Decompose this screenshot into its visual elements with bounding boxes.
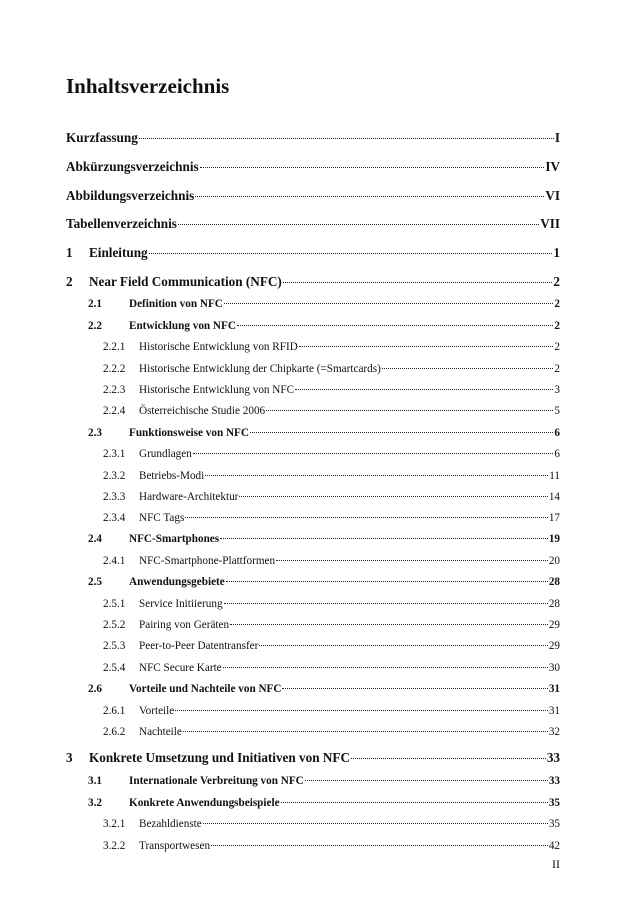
toc-entry[interactable] (103, 840, 560, 852)
toc-entry[interactable] (103, 491, 560, 503)
page-title: Inhaltsverzeichnis (66, 74, 230, 98)
toc-entry-label: Hardware-Architektur (139, 491, 239, 503)
toc-entry-page: 5 (554, 405, 560, 417)
toc-entry[interactable] (103, 818, 560, 830)
toc-entry-page: 33 (546, 750, 560, 765)
toc-entry-label: Bezahldienste (139, 818, 202, 830)
toc-entry-number: 2.5.1 (103, 598, 126, 610)
dot-leader (230, 624, 548, 625)
toc-entry-page: 2 (554, 298, 560, 310)
dot-leader (178, 224, 539, 225)
toc-entry-page: VI (545, 188, 560, 203)
dot-leader (299, 346, 554, 347)
page-number: II (552, 857, 560, 871)
toc-entry-page: I (554, 130, 560, 145)
dot-leader (223, 667, 548, 668)
dot-leader (195, 196, 544, 197)
toc-entry[interactable] (66, 216, 560, 232)
toc-entry-page: 32 (548, 726, 560, 738)
toc-entry[interactable] (103, 662, 560, 674)
toc-entry-label: Internationale Verbreitung von NFC (129, 775, 304, 787)
dot-leader (226, 581, 548, 582)
toc-entry-label: Entwicklung von NFC (129, 320, 236, 332)
dot-leader (139, 138, 554, 139)
toc-entry-label: Vorteile und Nachteile von NFC (129, 683, 282, 695)
toc-entry-label: Einleitung (89, 245, 148, 260)
toc-entry-number: 2.6 (88, 683, 102, 695)
toc-entry-label: Service Initiierung (139, 598, 223, 610)
dot-leader (282, 688, 547, 689)
toc-entry-label: Definition von NFC (129, 298, 223, 310)
toc-entry-number: 3 (66, 750, 73, 765)
toc-entry-page: 35 (548, 818, 560, 830)
toc-entry-page: VII (540, 216, 560, 231)
toc-entry-page: 20 (548, 555, 560, 567)
toc-entry[interactable] (103, 363, 560, 375)
toc-entry-number: 2.6.2 (103, 726, 126, 738)
toc-entry[interactable] (103, 640, 560, 652)
toc-entry-page: 17 (548, 512, 560, 524)
dot-leader (295, 389, 553, 390)
toc-entry-page: 42 (548, 840, 560, 852)
toc-entry-label: Anwendungsgebiete (129, 576, 225, 588)
toc-entry[interactable] (103, 555, 560, 567)
dot-leader (185, 517, 547, 518)
toc-entry-label: Historische Entwicklung von NFC (139, 384, 295, 396)
toc-entry-number: 2.3.2 (103, 470, 126, 482)
toc-entry-number: 3.1 (88, 775, 102, 787)
toc-entry-label: Transportwesen (139, 840, 211, 852)
dot-leader (205, 475, 548, 476)
toc-entry[interactable] (103, 341, 560, 353)
toc-entry-page: 28 (548, 598, 560, 610)
dot-leader (183, 731, 548, 732)
toc-entry-number: 2 (66, 274, 73, 289)
toc-entry-number: 2.2.3 (103, 384, 126, 396)
toc-entry-number: 2.1 (88, 298, 102, 310)
toc-entry-label: Historische Entwicklung der Chipkarte (=Smartcards) (139, 363, 381, 375)
toc-entry-number: 2.5.4 (103, 662, 126, 674)
toc-entry-page: 2 (554, 363, 560, 375)
toc-entry-number: 2.3.1 (103, 448, 126, 460)
toc-entry-page: 33 (548, 775, 560, 787)
dot-leader (382, 368, 554, 369)
toc-entry-number: 2.4 (88, 533, 102, 545)
dot-leader (224, 303, 554, 304)
toc-entry-label: Konkrete Anwendungsbeispiele (129, 797, 280, 809)
toc-entry[interactable] (103, 512, 560, 524)
dot-leader (239, 496, 547, 497)
toc-entry-number: 2.5 (88, 576, 102, 588)
toc-entry-label: Near Field Communication (NFC) (89, 274, 282, 289)
dot-leader (305, 780, 548, 781)
toc-entry-number: 2.4.1 (103, 555, 126, 567)
toc-entry-label: Tabellenverzeichnis (66, 216, 177, 231)
toc-entry-number: 2.3.4 (103, 512, 126, 524)
toc-entry[interactable] (103, 705, 560, 717)
toc-entry[interactable] (88, 427, 560, 439)
dot-leader (351, 758, 546, 759)
toc-entry-number: 1 (66, 245, 73, 260)
toc-entry-label: Historische Entwicklung von RFID (139, 341, 298, 353)
toc-entry-label: Abbildungsverzeichnis (66, 188, 195, 203)
toc-entry-label: Betriebs-Modi (139, 470, 205, 482)
toc-entry[interactable] (88, 298, 560, 310)
toc-entry-page: 1 (553, 245, 560, 260)
toc-entry-label: Kurzfassung (66, 130, 138, 145)
toc-entry[interactable] (66, 750, 560, 766)
dot-leader (211, 845, 548, 846)
toc-entry-label: Vorteile (139, 705, 175, 717)
toc-entry-number: 2.3 (88, 427, 102, 439)
toc-entry-page: 31 (548, 705, 560, 717)
toc-entry-number: 3.2 (88, 797, 102, 809)
toc-entry-number: 3.2.2 (103, 840, 126, 852)
toc-entry[interactable] (88, 683, 560, 695)
dot-leader (266, 410, 553, 411)
toc-entry-number: 2.5.2 (103, 619, 126, 631)
toc-entry-page: 30 (548, 662, 560, 674)
dot-leader (259, 645, 547, 646)
toc-entry[interactable] (66, 274, 560, 290)
toc-entry-number: 2.6.1 (103, 705, 126, 717)
toc-entry[interactable] (103, 726, 560, 738)
dot-leader (283, 282, 553, 283)
toc-entry-number: 2.2.4 (103, 405, 126, 417)
toc-entry-label: Grundlagen (139, 448, 192, 460)
toc-entry-number: 2.2 (88, 320, 102, 332)
toc-entry-label: Peer-to-Peer Datentransfer (139, 640, 259, 652)
toc-entry[interactable] (66, 188, 560, 204)
dot-leader (149, 253, 553, 254)
toc-entry-label: NFC Secure Karte (139, 662, 222, 674)
toc-entry-label: Nachteile (139, 726, 182, 738)
toc-entry[interactable] (66, 159, 560, 175)
toc-entry-page: 6 (554, 427, 560, 439)
toc-entry-number: 2.2.1 (103, 341, 126, 353)
toc-entry-label: Konkrete Umsetzung und Initiativen von NFC (89, 750, 350, 765)
toc-entry[interactable] (103, 384, 560, 396)
dot-leader (193, 453, 554, 454)
dot-leader (276, 560, 548, 561)
dot-leader (200, 167, 545, 168)
toc-entry[interactable] (103, 470, 560, 482)
toc-entry[interactable] (88, 797, 560, 809)
toc-entry[interactable] (103, 619, 560, 631)
toc-entry[interactable] (103, 448, 560, 460)
toc-entry-page: 19 (548, 533, 560, 545)
toc-entry-page: 35 (548, 797, 560, 809)
toc-entry-page: 29 (548, 619, 560, 631)
toc-entry-page: 29 (548, 640, 560, 652)
toc-entry[interactable] (88, 576, 560, 588)
toc-entry-number: 3.2.1 (103, 818, 126, 830)
toc-entry-label: NFC Tags (139, 512, 185, 524)
toc-entry-page: 11 (549, 470, 560, 482)
toc-entry-number: 2.2.2 (103, 363, 126, 375)
dot-leader (220, 538, 548, 539)
toc-entry-page: 2 (553, 274, 560, 289)
toc-entry-page: 2 (554, 320, 560, 332)
toc-entry-page: IV (545, 159, 560, 174)
toc-entry-label: Funktionsweise von NFC (129, 427, 249, 439)
dot-leader (250, 432, 553, 433)
toc-entry-page: 28 (548, 576, 560, 588)
dot-leader (175, 710, 548, 711)
toc-entry-label: NFC-Smartphones (129, 533, 220, 545)
toc-entry-label: NFC-Smartphone-Plattformen (139, 555, 276, 567)
dot-leader (237, 325, 553, 326)
toc-entry[interactable] (88, 775, 560, 787)
toc-entry-page: 31 (548, 683, 560, 695)
toc-entry-page: 6 (554, 448, 560, 460)
dot-leader (281, 802, 548, 803)
toc-entry-page: 2 (554, 341, 560, 353)
toc-entry[interactable] (88, 320, 560, 332)
toc-entry-page: 3 (554, 384, 560, 396)
toc-entry[interactable] (66, 130, 560, 146)
toc-entry[interactable] (66, 245, 560, 261)
toc-entry[interactable] (103, 598, 560, 610)
toc-entry-number: 2.3.3 (103, 491, 126, 503)
toc-entry-page: 14 (548, 491, 560, 503)
toc-entry[interactable] (88, 533, 560, 545)
toc-entry-label: Österreichische Studie 2006 (139, 405, 266, 417)
dot-leader (224, 603, 548, 604)
toc-entry-label: Abkürzungsverzeichnis (66, 159, 199, 174)
toc-entry[interactable] (103, 405, 560, 417)
toc-entry-number: 2.5.3 (103, 640, 126, 652)
toc-entry-label: Pairing von Geräten (139, 619, 230, 631)
dot-leader (203, 823, 548, 824)
